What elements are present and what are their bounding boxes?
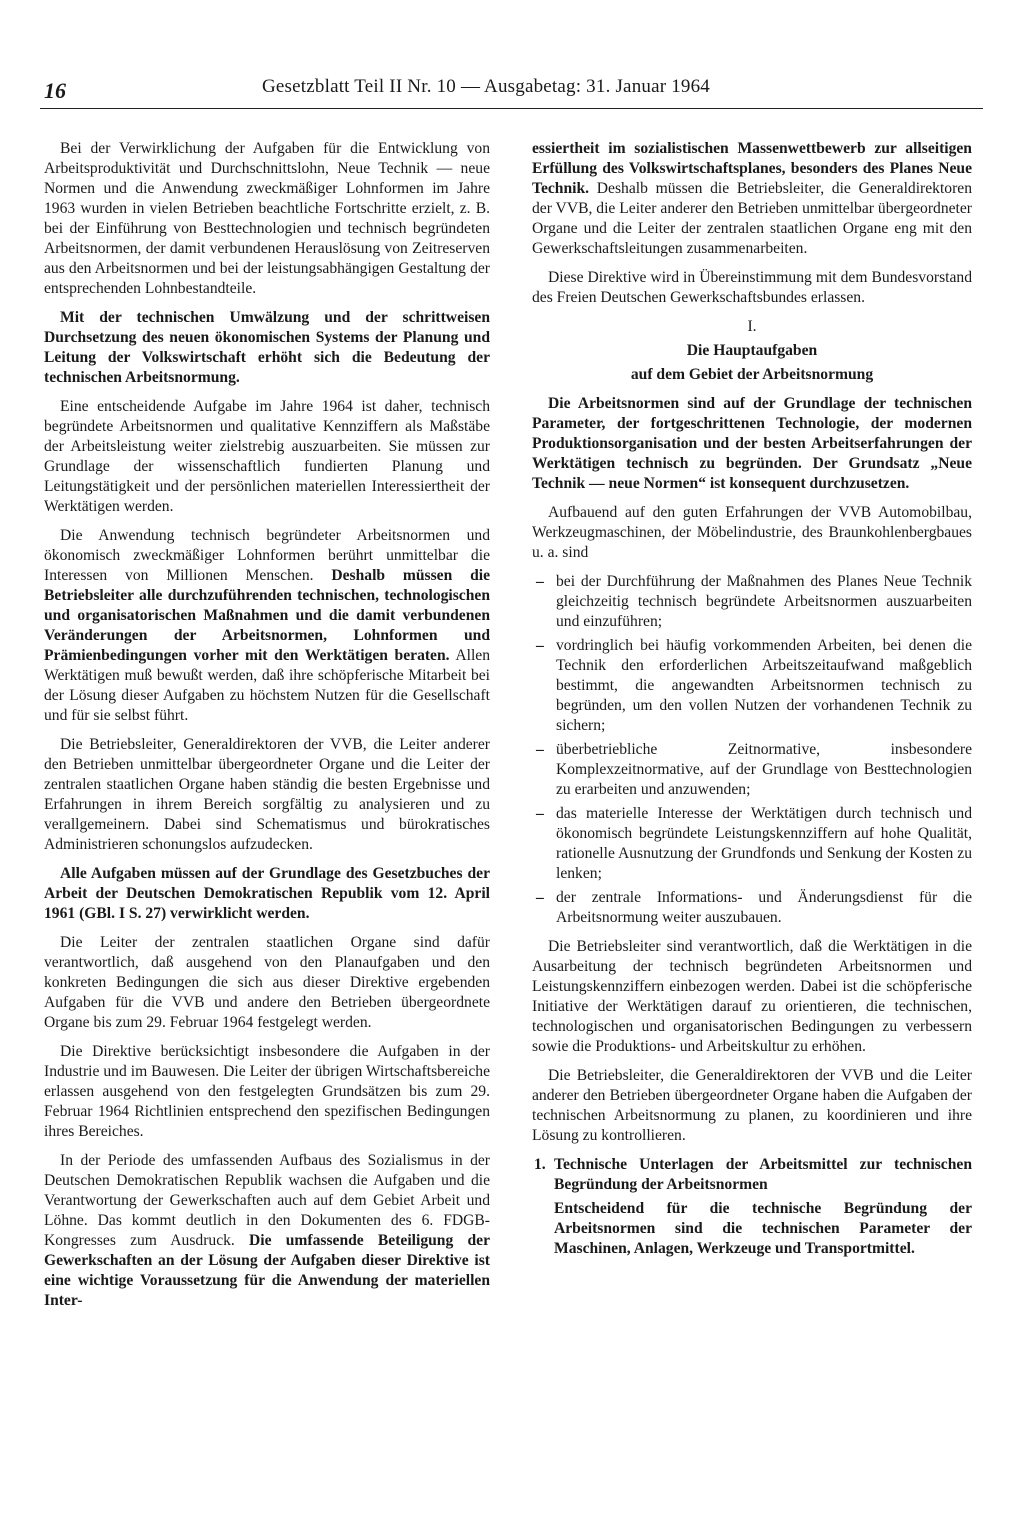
right-column [532, 139, 972, 1263]
paragraph: Die Betriebsleiter, Generaldirektoren der VVB, die Leiter anderer den Betrieben unmittelbar übergeordneter Organe und die Leiter der zentralen staatlichen Organe haben ständig die besten Ergebnisse und Erfahrungen in ihrem Bereich sorgfältig zu analysieren und zu verallgemeinern. Dabei sind Schematismus und bürokratisches Administrieren schonungslos aufzudecken. [44, 736, 490, 853]
bold-paragraph: Mit der technischen Umwälzung und der schrittweisen Durchsetzung des neuen ökonomischen Systems der Planung und Leitung der Volkswirtschaft erhöht sich die Bedeutung der technischen Arbeitsnormung. [44, 309, 490, 386]
bold-text: Die umfassende Beteiligung der Gewerkschaften an der Lösung der Aufgaben dieser Direktive ist eine wichtige Voraussetzung für die Anwendung der materiellen Inter- [44, 1232, 490, 1309]
list-item: – das materielle Interesse der Werktätigen durch technisch und ökonomisch begründete Leistungskennziffern auf hohe Qualität, rationelle Ausnutzung der Grundfonds und Senkung der Kosten zu lenken; [532, 804, 972, 884]
running-head: Gesetzblatt Teil II Nr. 10 — Ausgabetag: 31. Januar 1964 [262, 76, 711, 97]
bold-paragraph: Alle Aufgaben müssen auf der Grundlage des Gesetzbuches der Arbeit der Deutschen Demokratischen Republik vom 12. April 1961 (GBl. I S. 27) verwirklicht werden. [44, 865, 490, 922]
bold-text: Deshalb müssen die Betriebsleiter alle durchzuführenden technischen, technologischen und organisatorischen Maßnahmen und die damit verbundenen Veränderungen der Arbeitsnormen, Lohnformen und Prämienbedingungen vorher mit den Werktätigen beraten. [44, 567, 491, 664]
header-rule [40, 108, 983, 109]
paragraph [44, 526, 490, 726]
bold-text: essiertheit im sozialistischen Massenwettbewerb zur allseitigen Erfüllung des Volkswirtschaftsplanes, besonders des Planes Neue Technik. [532, 140, 972, 197]
page-header [40, 76, 984, 106]
paragraph-text: Die Anwendung technisch begründeter Arbeitsnormen und ökonomisch zweckmäßiger Lohnformen berührt unmittelbar die Interessen von Millionen Menschen. [44, 527, 490, 584]
page-number: 16 [44, 78, 66, 103]
paragraph-text: Allen Werktätigen muß bewußt werden, daß ihre schöpferische Mitarbeit bei der Lösung dieser Aufgaben zu höchstem Nutzen für die Gesellschaft und für sie selbst führt. [44, 647, 490, 724]
numbered-item [532, 1155, 972, 1259]
paragraph [532, 139, 972, 259]
left-column [44, 139, 490, 1320]
section-title-line-2: auf dem Gebiet der Arbeitsnormung [630, 366, 874, 383]
paragraph-text: Deshalb müssen die Betriebsleiter, die Generaldirektoren der VVB, die Leiter anderer den Betrieben unmittelbar übergeordneter Organe und die Leiter der zentralen staatlichen Organe eng mit den Gewerkschaftsleitungen zusammenarbeiten. [532, 180, 972, 257]
paragraph: Bei der Verwirklichung der Aufgaben für die Entwicklung von Arbeitsproduktivität und Durchschnittslohn, Neue Technik — neue Normen und die Anwendung zweckmäßiger Lohnformen im Jahre 1963 wurden in vielen Betrieben beachtliche Fortschritte erzielt, z. B. bei der Einführung von Besttechnologien und technisch begründeten Arbeitsnormen, der damit verbundenen Herauslösung von Zeitreserven aus den Arbeitsnormen und bei der leistungsabhängigen Gestaltung der entsprechenden Lohnbestandteile. [44, 140, 490, 297]
paragraph [44, 1151, 490, 1311]
bold-paragraph: Die Arbeitsnormen sind auf der Grundlage der technischen Parameter, der fortgeschrittenen Technologie, der modernen Produktionsorganisation und der besten Arbeitserfahrungen der Werktätigen technisch zu begründen. Der Grundsatz „Neue Technik — neue Normen“ ist konsequent durchzusetzen. [532, 395, 972, 492]
list-item: – bei der Durchführung der Maßnahmen des Planes Neue Technik gleichzeitig technisch begründete Arbeitsnormen auszuarbeiten und einzuführen; [532, 572, 972, 632]
item-body: Entscheidend für die technische Begründung der Arbeitsnormen sind die technischen Parameter der Maschinen, Anlagen, Werkzeuge und Transportmittel. [554, 1200, 972, 1257]
dash-list [532, 572, 972, 928]
item-number: 1. [534, 1156, 546, 1173]
paragraph: Diese Direktive wird in Übereinstimmung mit dem Bundesvorstand des Freien Deutschen Gewerkschaftsbundes erlassen. [532, 269, 972, 306]
paragraph-text: In der Periode des umfassenden Aufbaus des Sozialismus in der Deutschen Demokratischen Republik wachsen die Aufgaben und die Verantwortung der Gewerkschaften auch auf dem Gebiet Arbeit und Löhne. Das kommt deutlich in den Dokumenten des 6. FDGB-Kongresses zum Ausdruck. [44, 1152, 490, 1249]
paragraph: Die Direktive berücksichtigt insbesondere die Aufgaben in der Industrie und im Bauwesen. Die Leiter der übrigen Wirtschaftsbereiche erlassen ausgehend von den festgelegten Grundsätzen bis zum 29. Februar 1964 Richtlinien entsprechend den spezifischen Bedingungen ihres Bereiches. [44, 1043, 490, 1140]
list-item: – vordringlich bei häufig vorkommenden Arbeiten, bei denen die Technik den erforderlichen Arbeitszeitaufwand maßgeblich bestimmt, die angewandten Arbeitsnormen technisch zu begründen, um den vollen Nutzen der vorhandenen Technik zu sichern; [532, 636, 972, 736]
item-title: Technische Unterlagen der Arbeitsmittel zur technischen Begründung der Arbeitsnormen [554, 1156, 972, 1193]
section-title-line-1: Die Hauptaufgaben [686, 342, 818, 359]
paragraph: Aufbauend auf den guten Erfahrungen der VVB Automobilbau, Werkzeugmaschinen, der Möbelindustrie, des Braunkohlenbergbaues u. a. sind [532, 504, 972, 561]
list-item: – der zentrale Informations- und Änderungsdienst für die Arbeitsnormung weiter auszubauen. [532, 888, 972, 928]
list-item: – überbetriebliche Zeitnormative, insbesondere Komplexzeitnormative, auf der Grundlage von Besttechnologien zu erarbeiten und anzuwenden; [532, 740, 972, 800]
paragraph: Die Betriebsleiter sind verantwortlich, daß die Werktätigen in die Ausarbeitung der technisch begründeten Arbeitsnormen und Leistungskennziffern einbezogen werden. Dabei ist die schöpferische Initiative der Werktätigen darauf zu orientieren, die technischen, technologischen und organisatorischen Bedingungen zu verbessern sowie die Produktions- und Arbeitskultur zu erhöhen. [532, 938, 972, 1055]
paragraph: Eine entscheidende Aufgabe im Jahre 1964 ist daher, technisch begründete Arbeitsnormen und qualitative Kennziffern als Maßstäbe der Arbeitsleistung weiter zielstrebig auszuarbeiten. Sie müssen zur Grundlage der wissenschaftlich fundierten Planung und Leitungstätigkeit und der persönlichen materiellen Interessiertheit der Werktätigen werden. [44, 398, 490, 515]
paragraph: Die Betriebsleiter, die Generaldirektoren der VVB und die Leiter anderer den Betrieben übergeordneter Organe haben die Aufgaben der technischen Arbeitsnormung zu planen, zu koordinieren und ihre Lösung zu kontrollieren. [532, 1067, 972, 1144]
section-number: I. [747, 318, 757, 335]
paragraph: Die Leiter der zentralen staatlichen Organe sind dafür verantwortlich, daß ausgehend von den Planaufgaben und den konkreten Bedingungen die sich aus dieser Direktive ergebenden Aufgaben für die VVB und andere den Betrieben übergeordnete Organe bis zum 29. Februar 1964 festgelegt werden. [44, 934, 490, 1031]
